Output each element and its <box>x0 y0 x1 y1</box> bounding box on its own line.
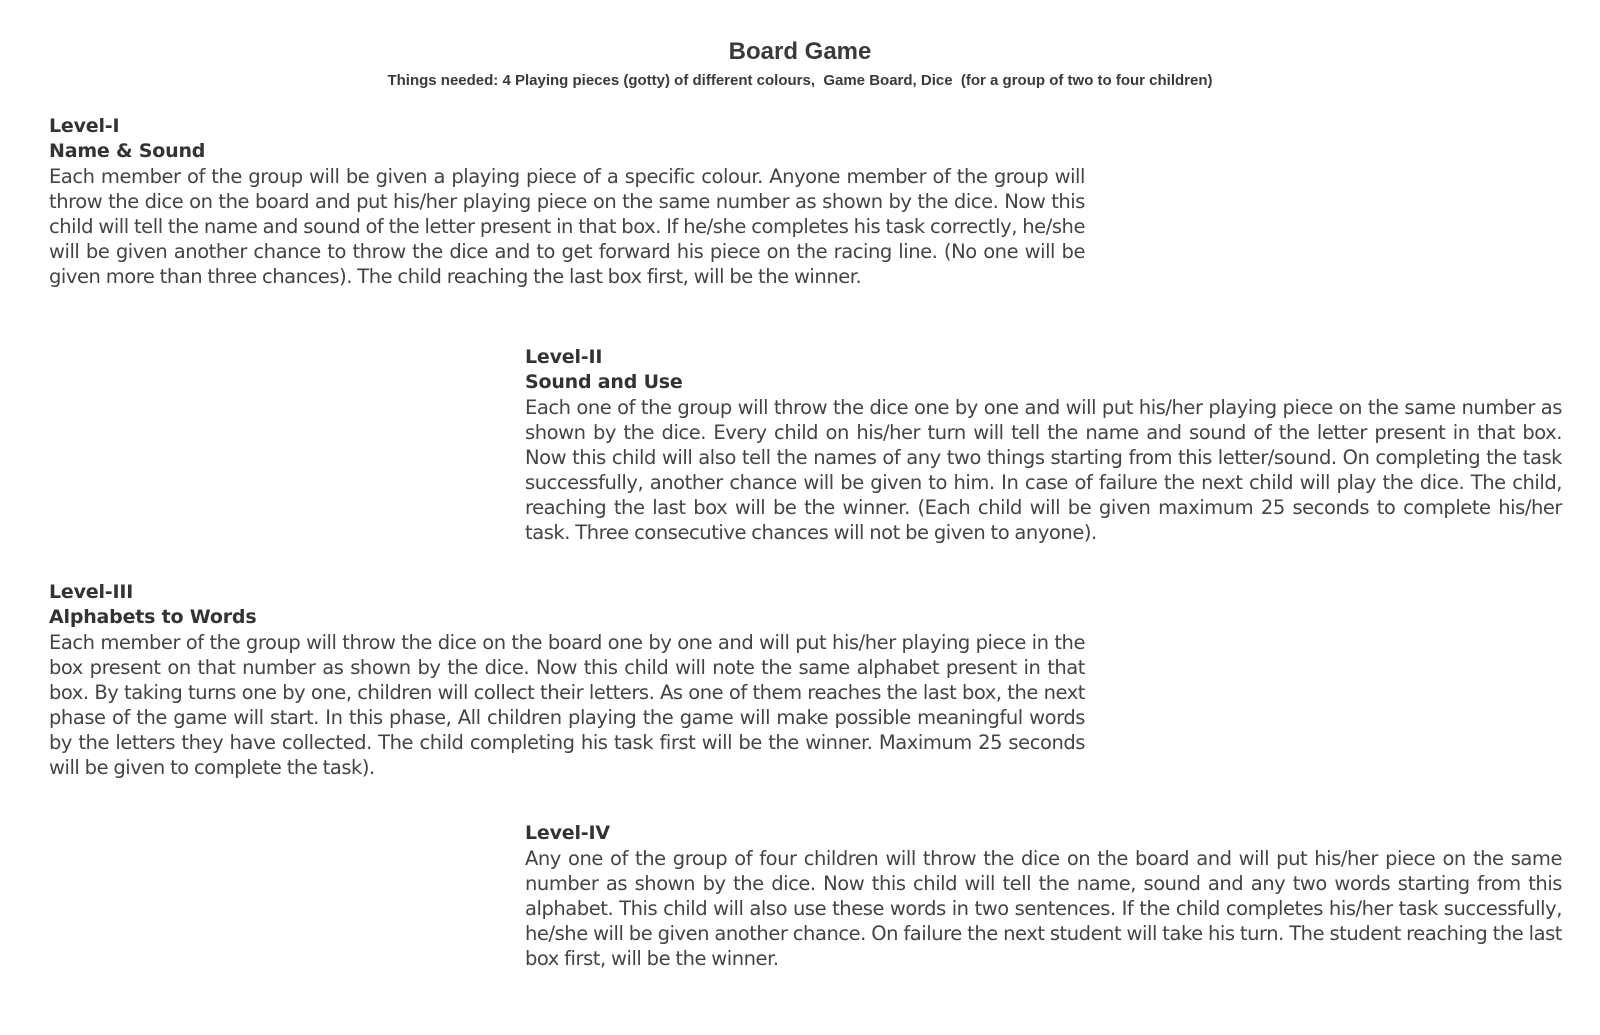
section-body: Each member of the group will throw the dice on the board one by one and will put his/her playing piece in the box present on that number as shown by the dice. Now this child will note the same alphabet present in that box. By taking turns one by one, children will collect their letters. As one of them reaches the last box, the next phase of the game will start. In this phase, All children playing the game will make possible meaningful words by the letters they have collected. The child completing his task first will be the winner. Maximum 25 seconds will be given to complete the task). <box>49 631 1085 779</box>
section-body: Each member of the group will be given a playing piece of a specific colour. Anyone member of the group will throw the dice on the board and put his/her playing piece on the same number as shown by the dice. Now this child will tell the name and sound of the letter present in that box. If he/she completes his task correctly, he/she will be given another chance to throw the dice and to get forward his piece on the racing line. (No one will be given more than three chances). The child reaching the last box first, will be the winner. <box>49 165 1085 288</box>
page-subtitle: Things needed: 4 Playing pieces (gotty) of different colours, Game Board, Dice (for a group of two to four children) <box>387 72 1213 89</box>
section-level-4 <box>525 821 1562 971</box>
section-heading: Sound and Use <box>525 371 683 393</box>
section-body: Any one of the group of four children will throw the dice on the board and will put his/her piece on the same number as shown by the dice. Now this child will tell the name, sound and any two words starting from this alphabet. This child will also use these words in two sentences. If the child completes his/her task successfully, he/she will be given another chance. On failure the next student will take his turn. The student reaching the last box first, will be the winner. <box>525 847 1562 970</box>
level-label: Level-III <box>49 581 134 603</box>
section-level-3 <box>49 580 1085 780</box>
level-label: Level-IV <box>525 822 610 844</box>
section-level-2 <box>525 345 1562 545</box>
section-heading: Alphabets to Words <box>49 606 257 628</box>
level-label: Level-I <box>49 115 120 137</box>
level-label: Level-II <box>525 346 603 368</box>
page-title: Board Game <box>728 38 872 65</box>
section-heading: Name & Sound <box>49 140 206 162</box>
section-level-1 <box>49 114 1085 289</box>
section-body: Each one of the group will throw the dice one by one and will put his/her playing piece on the same number as shown by the dice. Every child on his/her turn will tell the name and sound of the letter present in that box. Now this child will also tell the names of any two things starting from this letter/sound. On completing the task successfully, another chance will be given to him. In case of failure the next child will play the dice. The child, reaching the last box will be the winner. (Each child will be given maximum 25 seconds to complete his/her task. Three consecutive chances will not be given to anyone). <box>525 396 1562 544</box>
